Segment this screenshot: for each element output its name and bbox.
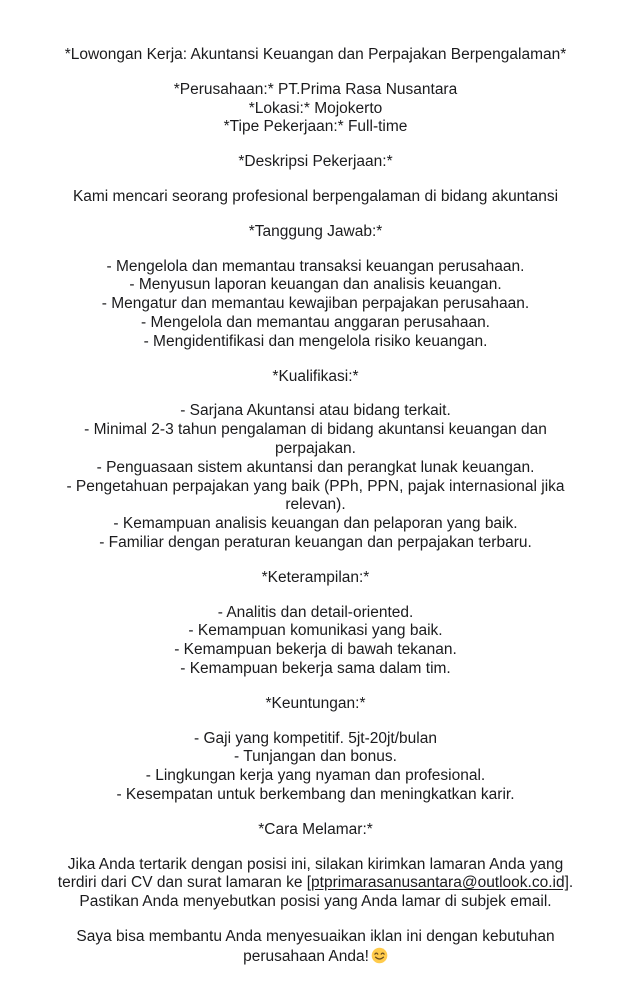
job-posting-document	[54, 0, 578, 966]
apply-text-after: . Pastikan Anda menyebutkan posisi yang Anda lamar di subjek email.	[79, 874, 574, 911]
benefits-heading: *Keuntungan:*	[265, 694, 366, 712]
list-item: - Mengidentifikasi dan mengelola risiko keuangan.	[143, 332, 488, 350]
list-item: - Minimal 2-3 tahun pengalaman di bidang akuntansi keuangan dan perpajakan.	[84, 421, 547, 457]
list-item: - Tunjangan dan bonus.	[234, 748, 397, 766]
list-item: - Kemampuan analisis keuangan dan pelaporan yang baik.	[113, 515, 518, 533]
list-item: - Mengelola dan memantau anggaran perusahaan.	[141, 313, 490, 331]
qualifications-heading: *Kualifikasi:*	[272, 367, 359, 385]
apply-heading: *Cara Melamar:*	[258, 820, 373, 838]
description-text: Kami mencari seorang profesional berpengalaman di bidang akuntansi	[72, 187, 559, 205]
description-heading: *Deskripsi Pekerjaan:*	[238, 153, 393, 171]
list-item: - Kemampuan bekerja di bawah tekanan.	[174, 641, 457, 659]
closing-note	[54, 928, 578, 967]
page-title: *Lowongan Kerja: Akuntansi Keuangan dan Perpajakan Berpengalaman*	[64, 46, 567, 63]
job-meta	[54, 81, 578, 137]
responsibilities-heading: *Tanggung Jawab:*	[248, 222, 383, 240]
skills-heading: *Keterampilan:*	[261, 568, 370, 586]
list-item: - Penguasaan sistem akuntansi dan perangkat lunak keuangan.	[96, 458, 535, 476]
list-item: - Sarjana Akuntansi atau bidang terkait.	[180, 402, 451, 420]
list-item: - Pengetahuan perpajakan yang baik (PPh, PPN, pajak internasional jika relevan).	[66, 477, 565, 514]
list-item: - Gaji yang kompetitif. 5jt-20jt/bulan	[194, 729, 437, 747]
job-type-line: *Tipe Pekerjaan:* Full-time	[223, 118, 408, 136]
responsibilities-list	[54, 258, 578, 352]
list-item: - Lingkungan kerja yang nyaman dan profesional.	[145, 767, 486, 785]
apply-paragraph	[54, 856, 578, 912]
qualifications-list	[54, 402, 578, 552]
skills-list	[54, 604, 578, 679]
list-item: - Kesempatan untuk berkembang dan meningkatkan karir.	[116, 785, 515, 803]
list-item: - Mengatur dan memantau kewajiban perpajakan perusahaan.	[101, 295, 530, 313]
smiling-face-emoji-icon	[371, 947, 388, 964]
list-item: - Familiar dengan peraturan keuangan dan perpajakan terbaru.	[99, 533, 532, 551]
email-link[interactable]: [ptprimarasanusantara@outlook.co.id]	[306, 874, 569, 892]
closing-text: Saya bisa membantu Anda menyesuaikan iklan ini dengan kebutuhan perusahaan Anda!	[76, 927, 555, 965]
apply-text-before: Jika Anda tertarik dengan posisi ini, silakan kirimkan lamaran Anda yang terdiri dari CV dan surat lamaran ke	[57, 855, 564, 892]
location-line: *Lokasi:* Mojokerto	[248, 99, 383, 117]
list-item: - Mengelola dan memantau transaksi keuangan perusahaan.	[106, 257, 525, 275]
company-line: *Perusahaan:* PT.Prima Rasa Nusantara	[173, 80, 458, 98]
list-item: - Analitis dan detail-oriented.	[217, 603, 414, 621]
list-item: - Kemampuan bekerja sama dalam tim.	[180, 659, 451, 677]
list-item: - Kemampuan komunikasi yang baik.	[188, 622, 443, 640]
list-item: - Menyusun laporan keuangan dan analisis keuangan.	[129, 276, 502, 294]
benefits-list	[54, 730, 578, 805]
